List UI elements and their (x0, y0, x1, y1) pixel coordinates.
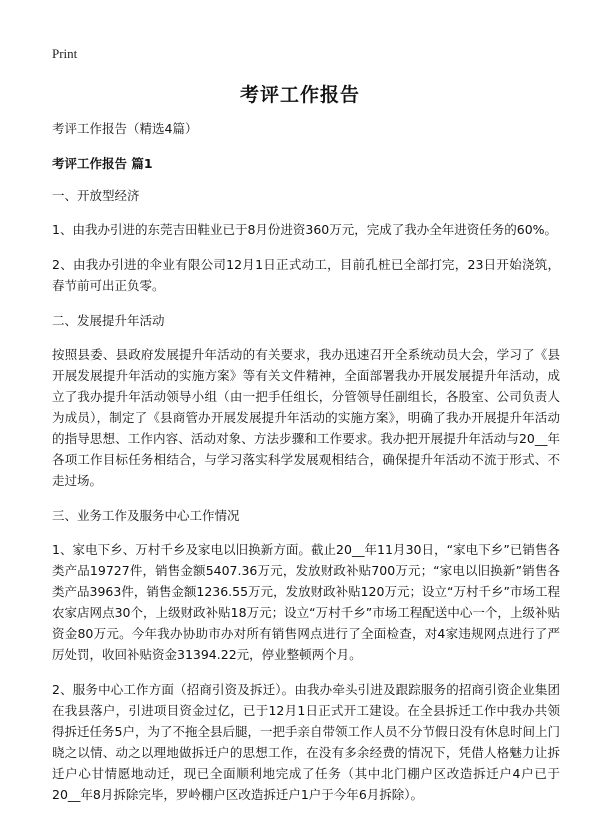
section-heading-open-economy: 一、开放型经济 (52, 188, 140, 203)
print-link[interactable]: Print (52, 46, 78, 61)
paragraph: 按照县委、县政府发展提升年活动的有关要求，我办迅速召开全系统动员大会，学习了《县开展发展提升年活动的实施方案》等有关文件精神，全面部署我办开展发展提升年活动，成立了我办提升年活动领导小组（由一把手任组长，分管领导任副组长，各股室、公司负责人为成员），制定了《县商管办开展发展提升年活动的实施方案》，明确了我办开展提升年活动的指导思想、工作内容、活动对象、方法步骤和工作要求。我办把开展提升年活动与20__年各项工作目标任务相结合，与学习落实科学发展观相结合，确保提升年活动不流于形式、不走过场。 (52, 347, 560, 488)
document-body (52, 118, 560, 819)
paragraph: 2、由我办引进的伞业有限公司12月1日正式动工，目前孔桩已全部打完，23日开始浇筑，春节前可出正负零。 (52, 257, 560, 293)
paragraph: 1、家电下乡、万村千乡及家电以旧换新方面。截止20__年11月30日，“家电下乡”已销售各类产品19727件，销售金额5407.36万元，发放财政补贴700万元；“家电以旧换新”销售各类产品3963件，销售金额1236.55万元，发放财政补贴120万元；设立“万村千乡”市场工程农家店网点30个，上级财政补贴18万元；设立“万村千乡”市场工程配送中心一个，上级补贴资金80万元。今年我办协助市办对所有销售网点进行了全面检查，对4家违规网点进行了严厉处罚，收回补贴资金31394.22元，停业整顿两个月。 (52, 542, 560, 662)
paragraph: 1、由我办引进的东莞吉田鞋业已于8月份进资360万元，完成了我办全年进资任务的60%。 (52, 222, 558, 237)
part-heading: 考评工作报告 篇1 (52, 156, 153, 171)
section-heading-development: 二、发展提升年活动 (52, 313, 165, 328)
paragraph: 2、服务中心工作方面（招商引资及拆迁）。由我办牵头引进及跟踪服务的招商引资企业集团在我县落户，引进项目资金过亿，已于12月1日正式开工建设。在全县拆迁工作中我办共领得拆迁任务5户，为了不拖全县后腿，一把手亲自带领工作人员不分节假日没有休息时间上门晓之以情、动之以理地做拆迁户的思想工作，在没有多余经费的情况下，凭借人格魅力让拆迁户心甘情愿地动迁，现已全面顺利地完成了任务（其中北门棚户区改造拆迁户4户已于20__年8月拆除完毕，罗岭棚户区改造拆迁户1户于今年6月拆除）。 (52, 682, 560, 802)
document-subtitle: 考评工作报告（精选4篇） (52, 121, 198, 136)
section-heading-business: 三、业务工作及服务中心工作情况 (52, 508, 240, 523)
document-title: 考评工作报告 (239, 84, 360, 106)
